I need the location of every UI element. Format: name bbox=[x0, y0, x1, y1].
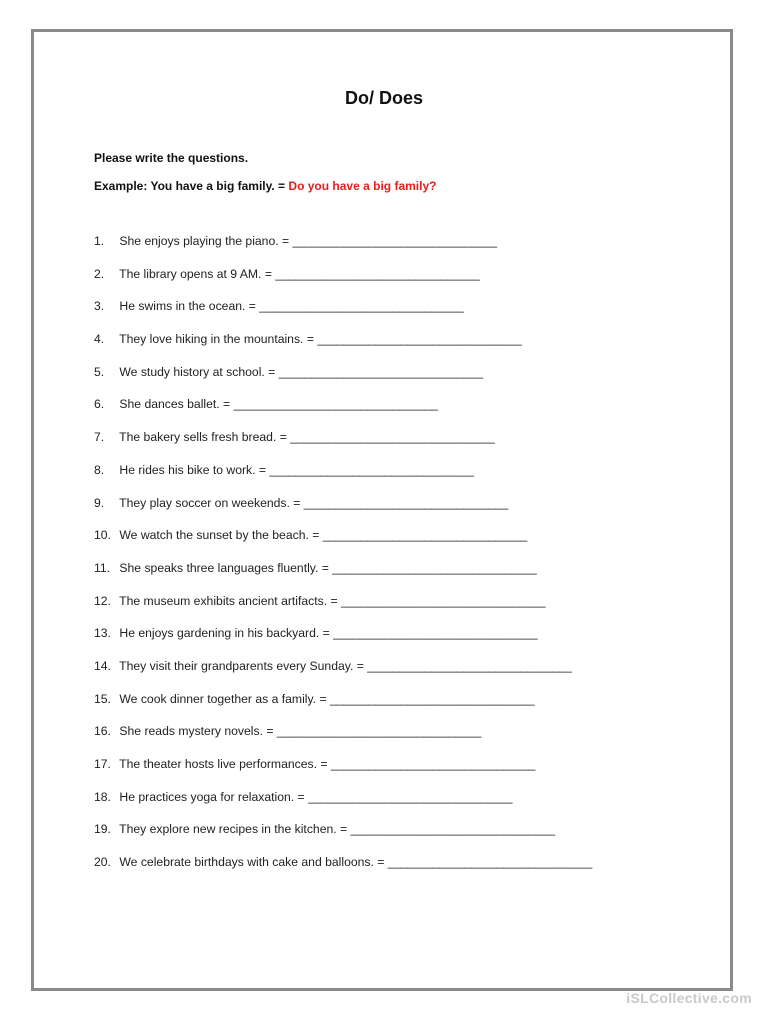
example-prompt: Example: You have a big family. = bbox=[94, 179, 286, 193]
question-number: 12. bbox=[94, 593, 111, 608]
answer-blank[interactable]: ________________________________ bbox=[290, 430, 495, 445]
question-item bbox=[94, 855, 694, 888]
question-number: 9. bbox=[94, 495, 105, 510]
answer-blank[interactable]: ________________________________ bbox=[276, 724, 481, 739]
question-item bbox=[94, 790, 694, 823]
question-text: She reads mystery novels. = bbox=[119, 724, 274, 739]
question-item bbox=[94, 267, 694, 300]
question-number: 11. bbox=[94, 560, 111, 575]
question-item bbox=[94, 692, 694, 725]
question-number: 1. bbox=[94, 234, 105, 248]
question-item bbox=[94, 626, 694, 659]
question-text: He swims in the ocean. = bbox=[119, 299, 256, 314]
example-answer: Do you have a big family? bbox=[288, 179, 437, 193]
question-text: The library opens at 9 AM. = bbox=[119, 266, 272, 281]
question-list bbox=[94, 234, 694, 888]
question-number: 5. bbox=[94, 364, 105, 379]
question-text: They explore new recipes in the kitchen. = bbox=[119, 822, 348, 837]
answer-blank[interactable]: ________________________________ bbox=[275, 266, 480, 281]
question-text: She speaks three languages fluently. = bbox=[119, 560, 329, 575]
question-item bbox=[94, 365, 694, 398]
question-item bbox=[94, 528, 694, 561]
question-text: She enjoys playing the piano. = bbox=[119, 234, 290, 248]
answer-blank[interactable]: ________________________________ bbox=[330, 757, 535, 771]
question-number: 7. bbox=[94, 430, 105, 445]
question-text: The bakery sells fresh bread. = bbox=[119, 430, 287, 445]
answer-blank[interactable]: ________________________________ bbox=[322, 528, 527, 543]
page-title: Do/ Does bbox=[344, 88, 423, 108]
question-item bbox=[94, 496, 694, 529]
answer-blank[interactable]: ________________________________ bbox=[387, 855, 592, 870]
answer-blank[interactable]: ________________________________ bbox=[269, 462, 474, 477]
question-item bbox=[94, 724, 694, 757]
question-item bbox=[94, 332, 694, 365]
question-number: 3. bbox=[94, 299, 105, 314]
question-number: 19. bbox=[94, 822, 111, 837]
answer-blank[interactable]: ________________________________ bbox=[329, 691, 535, 706]
question-item bbox=[94, 594, 694, 627]
answer-blank[interactable]: ________________________________ bbox=[308, 789, 513, 804]
question-text: We study history at school. = bbox=[119, 364, 276, 379]
question-item bbox=[94, 561, 694, 594]
answer-blank[interactable]: ________________________________ bbox=[317, 332, 522, 347]
instructions: Please write the questions. bbox=[94, 151, 249, 165]
watermark-logo: iSLCollective.com bbox=[626, 990, 752, 1006]
question-text: They play soccer on weekends. = bbox=[119, 495, 301, 510]
question-number: 16. bbox=[94, 724, 111, 739]
question-item bbox=[94, 299, 694, 332]
question-text: He enjoys gardening in his backyard. = bbox=[119, 626, 330, 641]
question-item bbox=[94, 822, 694, 855]
answer-blank[interactable]: ________________________________ bbox=[333, 626, 538, 641]
question-item bbox=[94, 234, 694, 267]
question-text: We celebrate birthdays with cake and balloons. = bbox=[119, 855, 385, 870]
question-text: They visit their grandparents every Sunday. = bbox=[119, 658, 364, 673]
answer-blank[interactable]: ________________________________ bbox=[233, 397, 438, 412]
question-text: They love hiking in the mountains. = bbox=[119, 332, 314, 347]
answer-blank[interactable]: ________________________________ bbox=[341, 593, 546, 608]
answer-blank[interactable]: ________________________________ bbox=[332, 560, 537, 575]
question-number: 18. bbox=[94, 789, 111, 804]
question-number: 15. bbox=[94, 691, 111, 706]
question-text: He practices yoga for relaxation. = bbox=[119, 789, 305, 804]
question-item bbox=[94, 397, 694, 430]
question-text: We cook dinner together as a family. = bbox=[119, 691, 327, 706]
answer-blank[interactable]: ________________________________ bbox=[303, 495, 508, 510]
question-item bbox=[94, 659, 694, 692]
answer-blank[interactable]: ________________________________ bbox=[259, 299, 464, 314]
answer-blank[interactable]: ________________________________ bbox=[350, 822, 555, 837]
question-number: 8. bbox=[94, 462, 105, 477]
answer-blank[interactable]: ________________________________ bbox=[292, 234, 497, 248]
question-text: He rides his bike to work. = bbox=[119, 462, 267, 477]
question-number: 14. bbox=[94, 658, 111, 673]
question-item bbox=[94, 463, 694, 496]
question-number: 20. bbox=[94, 855, 111, 870]
question-text: We watch the sunset by the beach. = bbox=[119, 528, 320, 543]
example-line bbox=[94, 179, 436, 193]
question-item bbox=[94, 430, 694, 463]
question-number: 2. bbox=[94, 266, 105, 281]
question-number: 4. bbox=[94, 332, 105, 347]
answer-blank[interactable]: ________________________________ bbox=[278, 364, 483, 379]
answer-blank[interactable]: ________________________________ bbox=[367, 658, 572, 673]
question-number: 10. bbox=[94, 528, 111, 543]
question-number: 13. bbox=[94, 626, 111, 641]
question-text: The museum exhibits ancient artifacts. = bbox=[119, 593, 338, 608]
question-text: She dances ballet. = bbox=[119, 397, 231, 412]
question-number: 6. bbox=[94, 397, 105, 412]
question-text: The theater hosts live performances. = bbox=[119, 757, 328, 771]
question-number: 17. bbox=[94, 757, 111, 771]
question-item bbox=[94, 757, 694, 790]
